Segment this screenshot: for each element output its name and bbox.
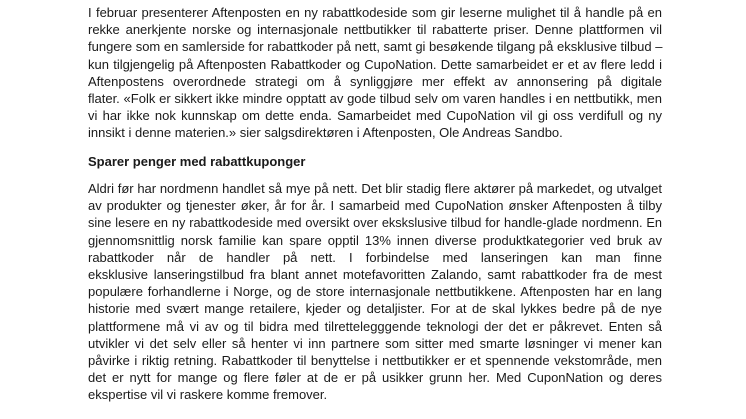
paragraph-line: flater. «Folk er sikkert ikke mindre opptatt av gode tilbud selv om varen handles i en nettbutikk, men [88, 90, 662, 106]
paragraph-line: Aldri før har nordmenn handlet så mye på nett. Det blir stadig flere aktører på markedet, og utvalget [88, 181, 662, 196]
paragraph-line: av produkter og tjenester øker, år for år. I samarbeid med CupoNation ønsker Aftenposten å tilby [88, 198, 662, 214]
body-paragraph [88, 180, 662, 403]
paragraph-line: fungere som en samlerside for rabattkoder på nett, samt gi besøkende tilgang på eksklusive tilbud – [88, 39, 663, 55]
paragraph-line: gjennomsnittlig norsk familie kan spare opptil 13% innen diverse produktkategorier ved bruk av [88, 232, 662, 248]
paragraph-line: vi har ikke nok kunnskap om dette enda. Samarbeidet med CupoNation vil gi oss verdifull og ny [88, 108, 662, 124]
paragraph-line: påvirke i riktig retning. Rabattkoder til benyttelse i nettbutikker er et spennende vekstområde, men [88, 352, 662, 368]
paragraph-line: I februar presenterer Aftenposten en ny rabattkodeside som gir leserne mulighet til å handle på en [88, 5, 662, 20]
paragraph-line: populære forhandlerne i Norge, og de store internasjonale nettbutikkene. Aftenposten har en lang [88, 284, 662, 300]
paragraph-line: rabattkoder når de handler på nett. I forbindelse med lanseringen kan man finne [88, 249, 662, 265]
paragraph-line: Aftenpostens overordnede strategi om å synliggjøre mer effekt av annonsering på digitale [88, 73, 662, 89]
paragraph-line: det er nytt for mange og flere føler at de er på usikker grunn her. Med CuponNation og deres [88, 370, 662, 386]
paragraph-line: kun tilgjengelig på Aftenposten Rabattkoder og CupoNation. Dette samarbeidet er et av flere ledd i [88, 56, 662, 72]
paragraph-line: eksklusive lanseringstilbud fra blant annet motefavoritten Zalando, samt rabattkoder fra de mest [88, 266, 662, 282]
paragraph-line: sine lesere en ny rabattkodeside med oversikt over ekskslusive tilbud for handle-glade nordmenn. En [88, 215, 662, 231]
paragraph-line: plattformene må vi av og til bidra med tilrettelegggende teknologi der det er påkrevet. Enten så [88, 318, 662, 334]
paragraph-line: utvikler vi det selv eller så henter vi inn partnere som sitter med smarte løsninger vi mener kan [88, 335, 662, 351]
paragraph-line: innsikt i denne materien.» sier salgsdirektøren i Aftenposten, Ole Andreas Sandbo. [88, 125, 563, 141]
section-heading: Sparer penger med rabattkuponger [88, 154, 306, 169]
intro-paragraph [88, 4, 662, 142]
paragraph-line: rekke anerkjente norske og internasjonale nettbutikker til rabatterte priser. Denne plattformen vil [88, 22, 662, 38]
paragraph-line: ekspertise vil vi raskere komme fremover. [88, 387, 328, 403]
paragraph-line: historie med svært mange retailere, kjeder og detaljister. For at de skal lykkes bedre på de nye [88, 301, 662, 317]
